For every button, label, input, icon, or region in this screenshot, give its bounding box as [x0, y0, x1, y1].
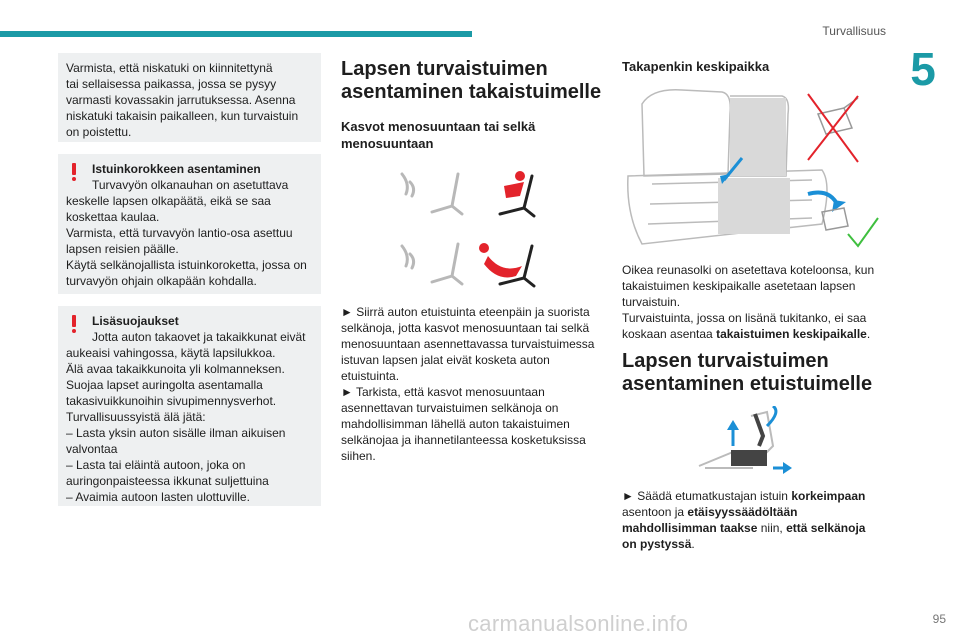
section-heading-rear-seat: [341, 58, 601, 104]
text-bold: että selkänoja: [786, 521, 866, 535]
section-title: Turvallisuus: [822, 24, 886, 38]
text-line: Turvavyön olkanauhan on asetuttava: [92, 178, 289, 192]
text-line: [622, 326, 892, 342]
text-line: selkänoja, jotta kasvot menosuuntaan tai selkä: [341, 321, 590, 335]
text-line: menosuuntaan asennettavassa turvaistuimessa: [341, 337, 595, 351]
text-line: etuistuinta.: [341, 369, 400, 383]
text-line: Oikea reunasolki on asetettava koteloonsa, kun: [622, 263, 875, 277]
text-line: istuvan lapsen jalat eivät kosketa auton: [341, 353, 550, 367]
text-line: – Lasta tai eläintä autoon, joka on: [66, 458, 246, 472]
text-line: tai sellaisessa paikassa, jossa se pysyy: [66, 77, 277, 91]
section-heading-front-seat: [622, 350, 872, 396]
watermark-text: carmanualsonline.info: [468, 611, 689, 636]
warning-box-booster: [58, 154, 321, 294]
text-line: Suojaa lapset auringolta asentamalla: [66, 378, 263, 392]
seat-forward-facing-icon: [402, 174, 462, 214]
text-line: Käytä selkänojallista istuinkoroketta, jossa on: [66, 258, 307, 272]
heading-line: menosuuntaan: [341, 136, 434, 151]
text-line: Turvallisuussyistä älä jätä:: [66, 410, 206, 424]
text-line: mahdollisimman lähellä auton takaistuimen: [341, 417, 570, 431]
chapter-number: 5: [910, 43, 936, 95]
text-span: asentoon ja: [622, 505, 688, 519]
text-line: turvaistuin.: [622, 295, 681, 309]
text-line: auringonpaisteessa ikkunat suljettuina: [66, 474, 269, 488]
heading-line: Lapsen turvaistuimen: [622, 350, 829, 372]
text-line: Varmista, että niskatuki on kiinnitettynä: [66, 61, 273, 75]
text-line: aukeaisi vahingossa, käytä lapsilukkoa.: [66, 346, 276, 360]
text-line: valvontaa: [66, 442, 118, 456]
text-line: takaistuimen keskipaikalle asetetaan lapsen: [622, 279, 856, 293]
text-line: varmasti kovassakin jarrutuksessa. Asenna: [66, 93, 296, 107]
body-text-center: [622, 262, 892, 342]
text-line: selkänojaa ja ihannetilanteessa kosketuksissa: [341, 433, 586, 447]
subheading-facing: [341, 118, 535, 152]
text-line: ► Tarkista, että kasvot menosuuntaan: [341, 385, 545, 399]
warning-title: Lisäsuojaukset: [92, 314, 179, 328]
text-span: ► Säädä etumatkustajan istuin: [622, 489, 792, 503]
warning-box-protection: [58, 306, 321, 506]
heading-line: asentaminen etuistuimelle: [622, 373, 873, 395]
info-box-headrest: [58, 53, 321, 142]
text-line: on poistettu.: [66, 125, 132, 139]
text-line: Varmista, että turvavyön lantio-osa asettuu: [66, 226, 293, 240]
text-span: niin,: [757, 521, 787, 535]
text-bold: etäisyyssäädöltään: [687, 505, 798, 519]
text-bold: mahdollisimman taakse: [622, 521, 758, 535]
text-span: .: [866, 327, 871, 341]
text-line: ► Siirrä auton etuistuinta eteenpäin ja suorista: [341, 305, 590, 319]
text-line: [622, 504, 892, 520]
text-line: – Avaimia autoon lasten ulottuville.: [66, 490, 250, 504]
text-line: asennettavan turvaistuimen selkänoja on: [341, 401, 559, 415]
warning-title: Istuinkorokkeen asentaminen: [92, 162, 261, 176]
page-number: 95: [932, 612, 946, 626]
text-line: siihen.: [341, 449, 376, 463]
heading-line: Lapsen turvaistuimen: [341, 58, 548, 80]
text-bold: takaistuimen keskipaikalle: [716, 327, 867, 341]
heading-line: Kasvot menosuuntaan tai selkä: [341, 119, 536, 134]
text-span: koskaan asentaa: [622, 327, 717, 341]
front-seat-adjust-illustration: [693, 406, 793, 478]
text-line: Turvaistuinta, jossa on lisänä tukitanko, ei saa: [622, 311, 867, 325]
header-accent-bar: [0, 31, 472, 37]
seat-rear-facing-icon: [402, 244, 462, 284]
text-line: keskelle lapsen olkapäätä, eikä se saa: [66, 194, 271, 208]
text-line: koskettaa kaulaa.: [66, 210, 160, 224]
text-line: Jotta auton takaovet ja takaikkunat eivät: [92, 330, 306, 344]
child-seat-orientation-illustration: [392, 166, 552, 291]
text-span: .: [691, 537, 695, 551]
text-line: turvavyön ohjain olkapään kohdalla.: [66, 274, 257, 288]
text-line: [622, 536, 892, 552]
warning-exclamation-icon: [70, 315, 78, 333]
text-line: lapsen reisien päälle.: [66, 242, 179, 256]
text-line: Älä avaa takaikkunoita yli kolmanneksen.: [66, 362, 285, 376]
text-line: [622, 488, 892, 504]
text-bold: korkeimpaan: [791, 489, 866, 503]
rear-bench-illustration: [622, 84, 882, 252]
body-text-rear: [341, 304, 603, 464]
text-line: takasivuikkunoihin sivupimennysverhot.: [66, 394, 277, 408]
warning-exclamation-icon: [70, 163, 78, 181]
subheading-center-seat: Takapenkin keskipaikka: [622, 59, 770, 74]
text-bold: on pystyssä: [622, 537, 692, 551]
text-line: – Lasta yksin auton sisälle ilman aikuisen: [66, 426, 286, 440]
text-line: [622, 520, 892, 536]
text-line: niskatuki takaisin paikalleen, kun turvaistuin: [66, 109, 299, 123]
body-text-front: [622, 488, 892, 552]
heading-line: asentaminen takaistuimelle: [341, 81, 602, 103]
